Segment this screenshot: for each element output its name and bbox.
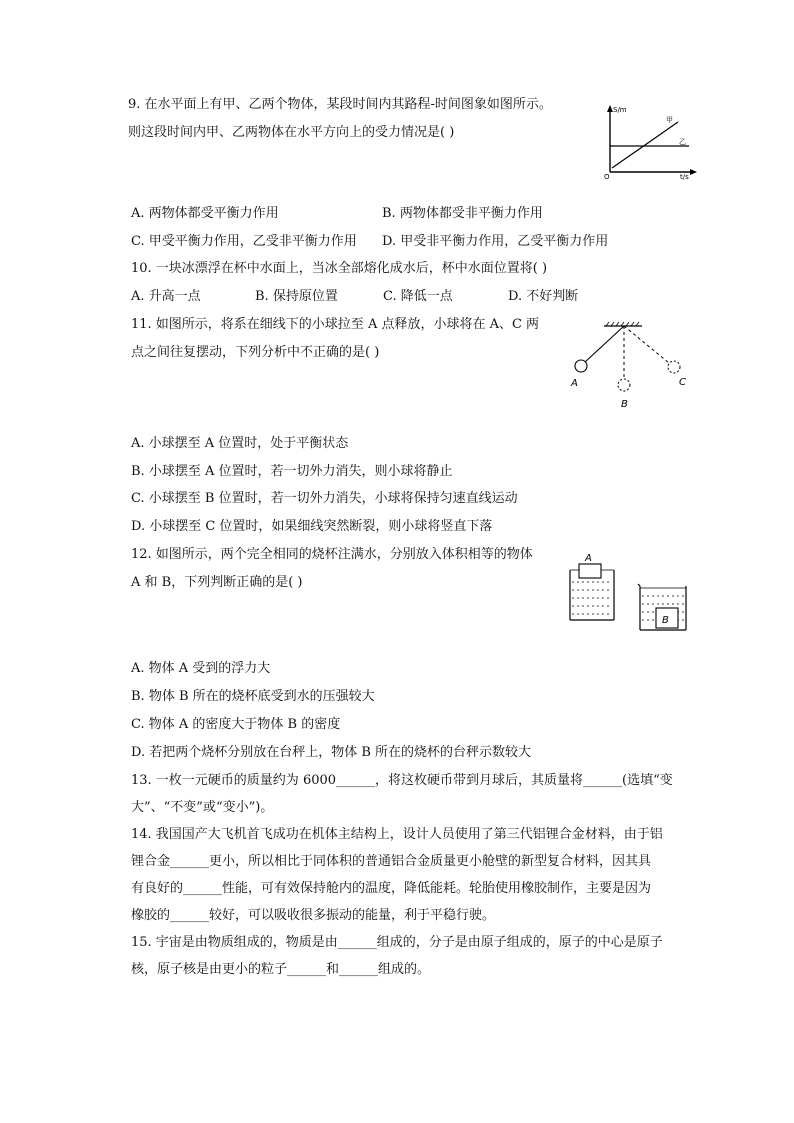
q12-label-b: B <box>662 615 669 626</box>
q11-option-b: B. 小球摆至 A 位置时，若一切外力消失，则小球将静止 <box>131 464 453 479</box>
q9-option-a: A. 两物体都受平衡力作用 <box>131 206 279 221</box>
q12-stem-line1: 12. 如图所示，两个完全相同的烧杯注满水，分别放入体积相等的物体 <box>131 547 533 562</box>
q9-y-axis-label: S/m <box>613 106 627 114</box>
q14-line4: 橡胶的______较好，可以吸收很多振动的能量，利于平稳行驶。 <box>131 908 496 923</box>
q12-option-c: C. 物体 A 的密度大于物体 B 的密度 <box>131 717 341 732</box>
q12-option-b: B. 物体 B 所在的烧杯底受到水的压强较大 <box>131 689 375 704</box>
q11-label-c: C <box>679 377 686 388</box>
q11-option-d: D. 小球摆至 C 位置时，如果细线突然断裂，则小球将竖直下落 <box>131 519 493 534</box>
q9-option-b: B. 两物体都受非平衡力作用 <box>382 206 543 221</box>
q15-line2: 核，原子核是由更小的粒子______和______组成的。 <box>131 962 431 977</box>
q14-line3: 有良好的______性能，可有效保持舱内的温度，降低能耗。轮胎使用橡胶制作，主要是因为 <box>131 881 652 896</box>
q9-jia-label: 甲 <box>666 116 673 124</box>
q11-option-a: A. 小球摆至 A 位置时，处于平衡状态 <box>131 436 349 451</box>
q9-stem-line1: 9. 在水平面上有甲、乙两个物体，某段时间内其路程-时间图象如图所示。 <box>128 97 552 112</box>
q15-line1: 15. 宇宙是由物质组成的，物质是由______组成的，分子是由原子组成的，原子的中心是原子 <box>131 935 663 950</box>
q13-line2: 大”、“不变”或“变小”)。 <box>131 800 274 815</box>
q10-option-a: A. 升高一点 <box>131 289 201 304</box>
q9-option-d: D. 甲受非平衡力作用，乙受平衡力作用 <box>382 234 609 249</box>
q11-stem-line2: 点之间往复摆动，下列分析中不正确的是( ) <box>131 345 380 360</box>
q10-option-d: D. 不好判断 <box>508 289 579 304</box>
q13-line1: 13. 一枚一元硬币的质量约为 6000______，将这枚硬币带到月球后，其质量将______(选填“变 <box>131 773 673 788</box>
q9-option-c: C. 甲受平衡力作用，乙受非平衡力作用 <box>131 234 357 249</box>
q11-option-c: C. 小球摆至 B 位置时，若一切外力消失，小球将保持匀速直线运动 <box>131 491 518 506</box>
q14-line1: 14. 我国国产大飞机首飞成功在机体主结构上，设计人员使用了第三代铝锂合金材料，由于铝 <box>131 827 663 842</box>
q9-origin-label: O <box>604 173 610 181</box>
q11-label-a: A <box>571 378 578 389</box>
q9-distance-time-graph <box>594 100 706 182</box>
q9-x-axis-label: t/s <box>680 173 689 181</box>
q12-option-d: D. 若把两个烧杯分别放在台秤上，物体 B 所在的烧杯的台秤示数较大 <box>131 745 532 760</box>
q11-stem-line1: 11. 如图所示，将系在细线下的小球拉至 A 点释放，小球将在 A、C 两 <box>131 317 540 332</box>
q14-line2: 锂合金______更小，所以相比于同体积的普通铝合金质量更小舱壁的新型复合材料，因其具 <box>131 854 652 869</box>
q12-label-a: A <box>585 553 592 564</box>
q10-option-b: B. 保持原位置 <box>255 289 338 304</box>
q10-stem: 10. 一块冰漂浮在杯中水面上，当冰全部熔化成水后，杯中水面位置将( ) <box>131 261 548 276</box>
q11-pendulum-figure <box>566 318 696 414</box>
q11-label-b: B <box>621 399 628 410</box>
q12-stem-line2: A 和 B，下列判断正确的是( ) <box>131 575 303 590</box>
q9-yi-label: 乙 <box>679 138 686 146</box>
q12-option-a: A. 物体 A 受到的浮力大 <box>131 661 271 676</box>
q9-stem-line2: 则这段时间内甲、乙两物体在水平方向上的受力情况是( ) <box>128 125 455 140</box>
q12-beakers-figure <box>562 546 702 636</box>
q10-option-c: C. 降低一点 <box>383 289 453 304</box>
